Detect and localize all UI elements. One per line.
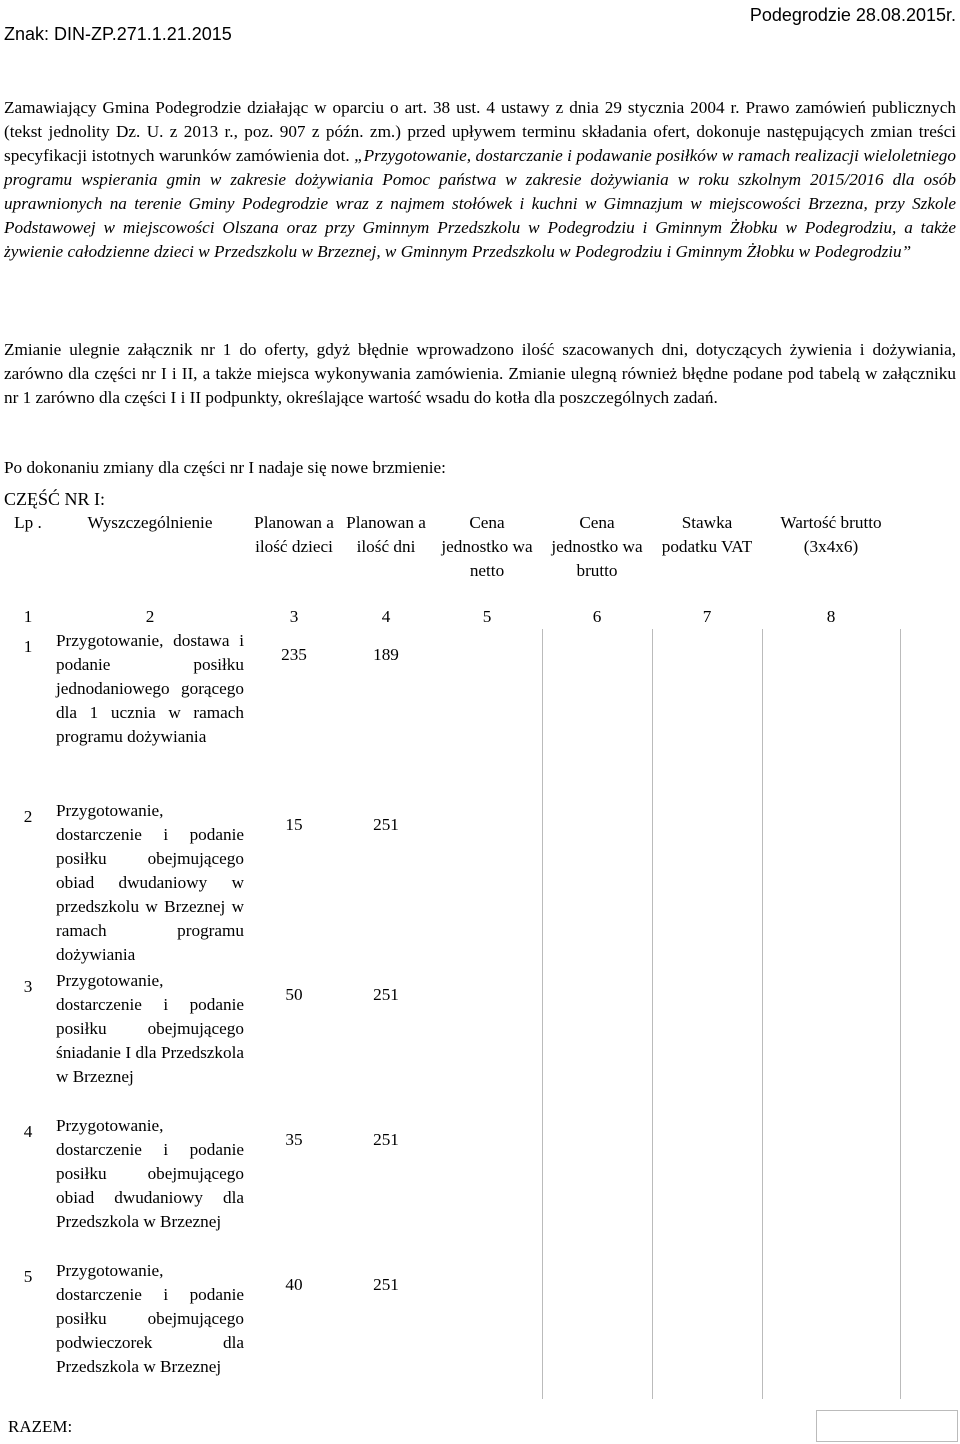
price-table [4,511,901,1399]
row-days: 251 [373,1275,399,1294]
table-row [4,1259,900,1399]
price-gross-cell [542,969,652,1114]
price-net-cell [432,799,542,969]
table-header-row [4,511,900,605]
table-row [4,1114,900,1259]
price-net-cell [432,629,542,799]
table-row [4,969,900,1114]
price-gross-cell [542,799,652,969]
row-days: 251 [373,1130,399,1149]
row-children: 50 [285,985,303,1004]
price-net-cell [432,1259,542,1399]
price-gross-cell [542,629,652,799]
row-children: 35 [285,1130,303,1149]
row-lp: 5 [23,1267,33,1286]
header-cell: Cena jednostko wa brutto [551,513,643,580]
column-number: 5 [482,607,492,626]
column-number: 6 [592,607,602,626]
value-cell [762,629,900,799]
table-row [4,799,900,969]
intro-text: Zamawiający Gmina Podegrodzie działając w oparciu o art. 38 ust. 4 ustawy z dnia 29 stycznia 2004 r. Prawo zamówień publicznych (tekst jednolity Dz. U. z 2013 r., poz. 907 z późn. zm.) przed upływem terminu składania ofert, dokonuje następujących zmian treści specyfikacji istotnych warunków zamówienia dot. [4,98,956,165]
value-cell [762,1259,900,1399]
row-days: 251 [373,815,399,834]
row-description: Przygotowanie, dostarczenie i podanie posiłku obejmującego śniadanie I dla Przedszkola w Brzeznej [56,971,244,1086]
total-label: RAZEM: [8,1417,73,1436]
value-cell [762,969,900,1114]
vat-cell [652,799,762,969]
row-lp: 3 [23,977,33,996]
row-children: 15 [285,815,303,834]
header-cell: Wartość brutto (3x4x6) [780,513,882,556]
row-description: Przygotowanie, dostarczenie i podanie posiłku obejmującego obiad dwudaniowy dla Przedszkola w Brzeznej [56,1116,244,1231]
price-gross-cell [542,1259,652,1399]
intro-paragraph [4,96,956,264]
new-wording-line: Po dokonaniu zmiany dla części nr I nadaje się nowe brzmienie: [4,458,446,477]
price-net-cell [432,1114,542,1259]
vat-cell [652,969,762,1114]
row-days: 251 [373,985,399,1004]
value-cell [762,1114,900,1259]
total-value-cell [816,1410,958,1442]
price-gross-cell [542,1114,652,1259]
row-lp: 1 [23,637,33,656]
part-heading: CZĘŚĆ NR I: [4,489,106,509]
column-number-row [4,605,900,629]
price-net-cell [432,969,542,1114]
column-number: 3 [289,607,299,626]
row-days: 189 [373,645,399,664]
header-cell: Wyszczególnienie [87,513,213,532]
row-lp: 2 [23,807,33,826]
header-cell: Lp . [14,513,42,532]
header-cell: Stawka podatku VAT [661,513,753,556]
row-description: Przygotowanie, dostarczenie i podanie posiłku obejmującego obiad dwudaniowy w przedszkolu w Brzeznej w ramach programu dożywiania [56,801,244,964]
vat-cell [652,1114,762,1259]
value-cell [762,799,900,969]
column-number: 7 [702,607,712,626]
column-number: 8 [826,607,836,626]
column-number: 2 [145,607,155,626]
change-note: Zmianie ulegnie załącznik nr 1 do oferty, gdyż błędnie wprowadzono ilość szacowanych dni, dotyczących żywienia i dożywiania, zarówno dla części nr I i II, a także miejsca wykonywania zamówienia. Zmianie ulegną również błędne podane pod tabelą w załączniku nr 1 zarówno dla części I i II podpunkty, określające wartość wsadu do kotła dla poszczególnych zadań. [4,340,956,407]
table-row [4,629,900,799]
contract-title: „Przygotowanie, dostarczanie i podawanie posiłków w ramach realizacji wieloletniego programu wspierania gmin w zakresie dożywiania Pomoc państwa w zakresie dożywiania w roku szkolnym 2015/2016 dla osób uprawnionych na terenie Gminy Podegrodzie wraz z najmem stołówek i kuchni w Gimnazjum w miejscowości Brzezna, przy Szkole Podstawowej w miejscowości Olszana oraz przy Gminnym Przedszkolu w Podegrodziu i Gminnym Żłobku w Podegrodziu, a także żywienie całodzienne dzieci w Przedszkolu w Brzeznej, w Gminnym Przedszkolu w Podegrodziu i Gminnym Żłobku w Podegrodziu” [4,146,956,261]
row-description: Przygotowanie, dostawa i podanie posiłku jednodaniowego gorącego dla 1 ucznia w ramach programu dożywiania [56,631,244,746]
row-description: Przygotowanie, dostarczenie i podanie posiłku obejmującego podwieczorek dla Przedszkola w Brzeznej [56,1261,244,1376]
header-cell: Cena jednostko wa netto [441,513,533,580]
row-children: 235 [281,645,307,664]
header-cell: Planowan a ilość dzieci [254,513,334,556]
row-children: 40 [285,1275,303,1294]
vat-cell [652,1259,762,1399]
column-number: 1 [23,607,33,626]
document-reference: Znak: DIN-ZP.271.1.21.2015 [4,24,232,44]
header-cell: Planowan a ilość dni [346,513,426,556]
place-date: Podegrodzie 28.08.2015r. [749,5,956,25]
vat-cell [652,629,762,799]
row-lp: 4 [23,1122,33,1141]
column-number: 4 [381,607,391,626]
